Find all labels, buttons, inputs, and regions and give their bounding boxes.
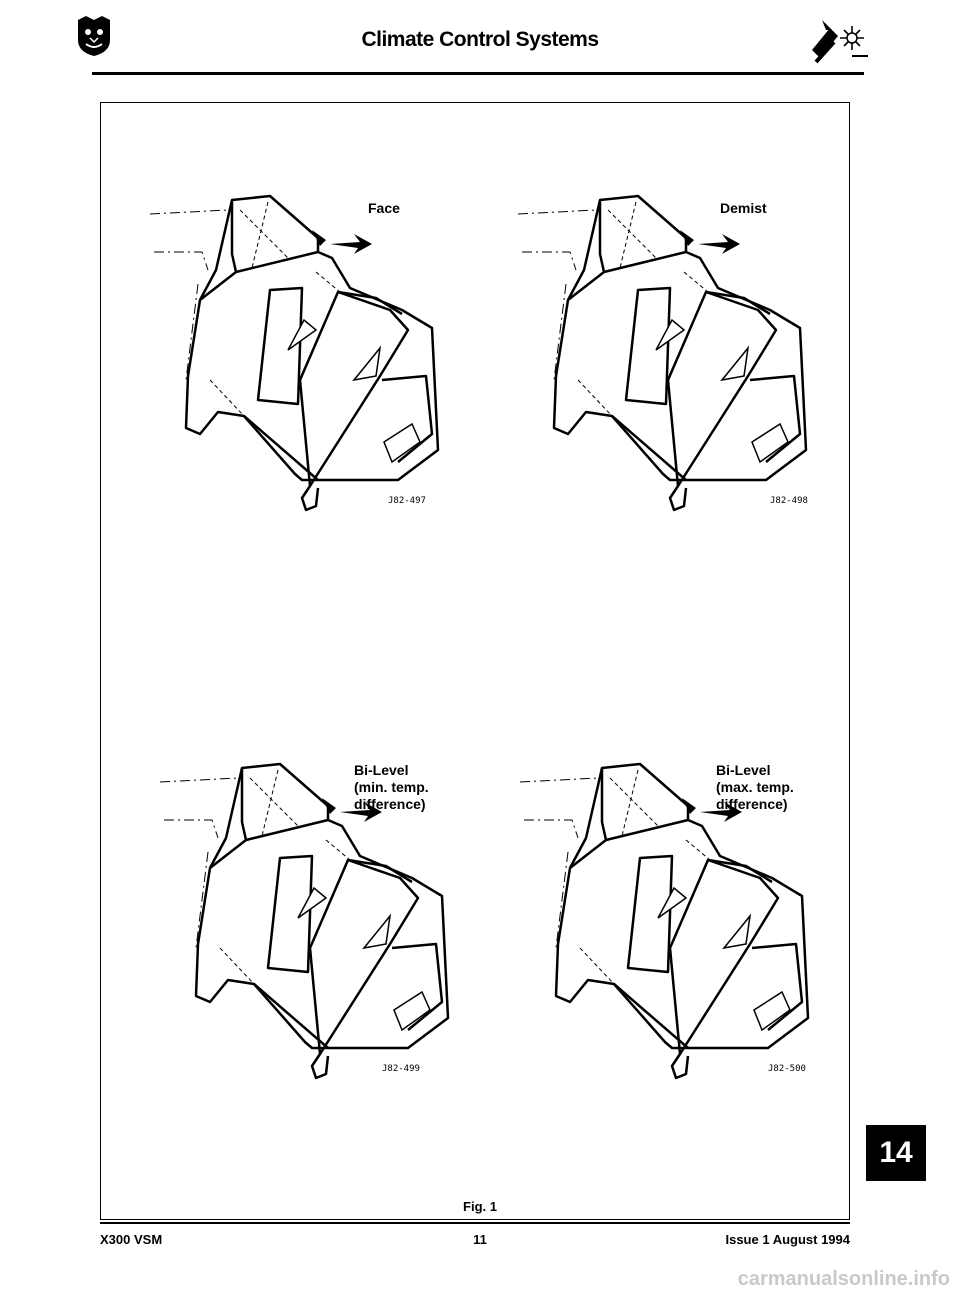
diagram-bi-level-max bbox=[510, 748, 830, 1088]
diagram-mode-label: Bi-Level (min. temp. difference) bbox=[354, 762, 429, 812]
diagram-face bbox=[140, 180, 460, 520]
footer-issue: Issue 1 August 1994 bbox=[725, 1232, 850, 1247]
diagram-bi-level-min bbox=[150, 748, 470, 1088]
figure-caption: Fig. 1 bbox=[463, 1199, 497, 1214]
diagram-demist bbox=[508, 180, 828, 520]
header-rule bbox=[92, 72, 864, 75]
diagram-mode-label: Demist bbox=[720, 200, 767, 216]
heater-unit-diagram bbox=[140, 180, 460, 520]
page-title: Climate Control Systems bbox=[361, 28, 599, 51]
diagram-code: J82-499 bbox=[382, 1064, 420, 1074]
diagram-mode-label: Bi-Level (max. temp. difference) bbox=[716, 762, 794, 812]
footer-rule bbox=[100, 1222, 850, 1224]
heater-unit-diagram bbox=[508, 180, 828, 520]
footer-model: X300 VSM bbox=[100, 1232, 163, 1247]
diagram-code: J82-500 bbox=[768, 1064, 806, 1074]
diagram-code: J82-497 bbox=[388, 496, 426, 506]
watermark: carmanualsonline.info bbox=[737, 1268, 950, 1290]
section-tab[interactable]: 14 bbox=[866, 1125, 926, 1181]
diagram-mode-label: Face bbox=[368, 200, 400, 216]
climate-control-icon bbox=[808, 16, 868, 68]
footer-page-number: 11 bbox=[473, 1232, 487, 1247]
diagram-code: J82-498 bbox=[770, 496, 808, 506]
